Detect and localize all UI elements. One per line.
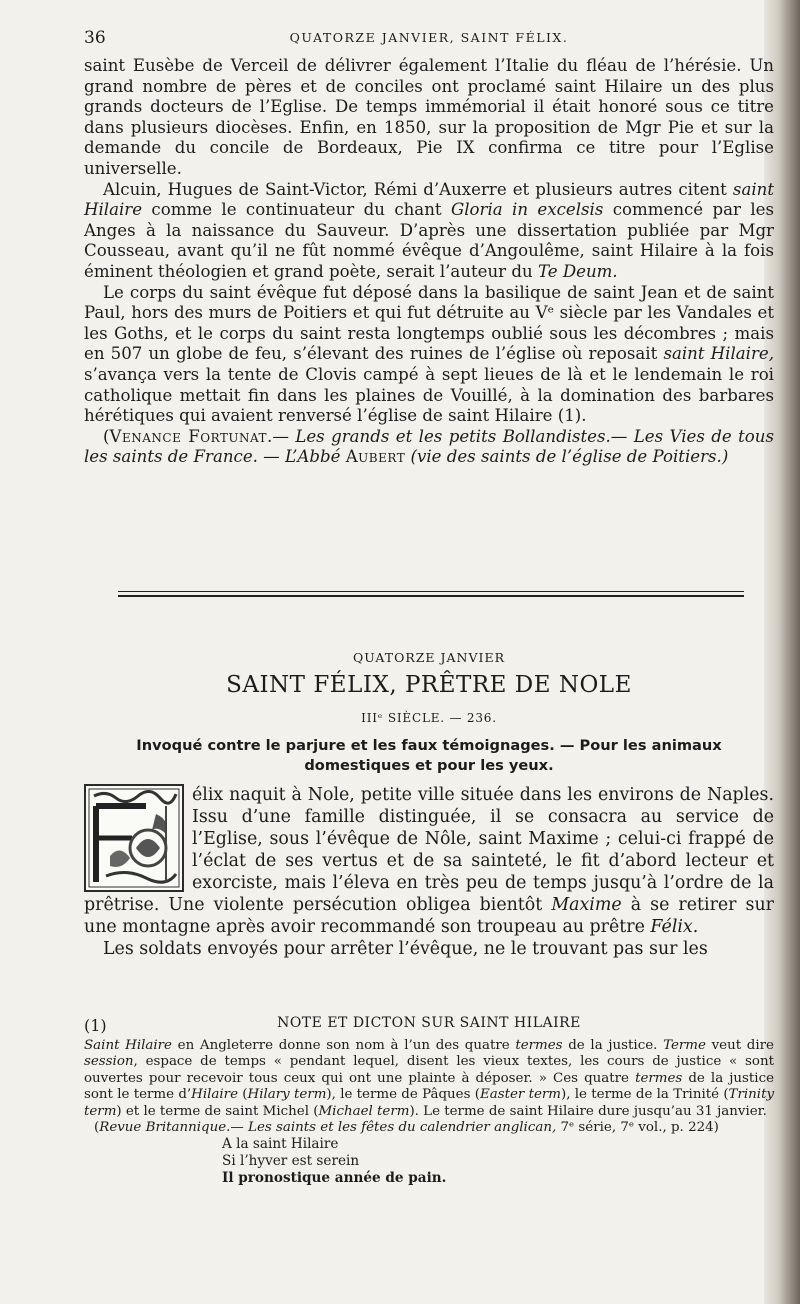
footnote-header [84, 1014, 774, 1034]
page-number: 36 [84, 28, 106, 48]
page-header [84, 28, 774, 50]
section-divider-thick [118, 595, 744, 597]
section-divider-thin [118, 591, 744, 592]
paragraph: Alcuin, Hugues de Saint-Victor, Rémi d’Auxerre et plusieurs autres citent saint Hilaire comme le continuateur du chant Gloria in excelsis commencé par les Anges à la naissance du Sauveur. D’après une dissertation publiée par Mgr Cousseau, avant qu’il ne fût nommé évêque d’Angoulême, saint Hilaire à la fois éminent théologien et grand poète, serait l’auteur du Te Deum. [84, 179, 774, 281]
paragraph: Les soldats envoyés pour arrêter l’évêque, ne le trouvant pas sur les [103, 939, 708, 959]
footnote-text [84, 1038, 774, 1187]
footnote [84, 1014, 774, 1187]
paragraph: saint Eusèbe de Verceil de délivrer également l’Italie du fléau de l’hérésie. Un grand nombre de pères et de conciles ont proclamé saint Hilaire un des plus grands docteurs de l’Eglise. De temps immémorial il était honoré sous ce titre dans plusieurs diocèses. Enfin, en 1850, sur la proposition de Mgr Pie et sur la demande du concile de Bordeaux, Pie IX confirma ce titre pour l’Eglise universelle. [84, 56, 774, 178]
paragraph: Saint Hilaire en Angleterre donne son nom à l’un des quatre termes de la justice. Terme veut dire session, espace de temps « pendant lequel, disent les vieux textes, les cours de justice « sont ouvertes pour recevoir tous ceux qui ont une plainte à déposer. » Ces quatre termes de la justice sont le terme d’Hilaire (Hilary term), le terme de Pâques (Easter term), le terme de la Trinité (Trinity term) et le terme de saint Michel (Michael term). Le terme de saint Hilaire dure jusqu’au 31 janvier. [84, 1038, 775, 1119]
paragraph: élix naquit à Nole, petite ville située dans les environs de Naples. Issu d’une famille distinguée, il se consacra au service de l’Eglise, sous l’évêque de Nôle, saint Maxime ; celui-ci frappé de l’éclat de ses vertus et de sa sainteté, le fit d’abord lecteur et exorciste, mais l’éleva en très peu de temps jusqu’à l’ordre de la prêtrise. Une violente persécution obligea bientôt Maxime à se retirer sur une montagne après avoir recommandé son troupeau au prêtre Félix. [84, 785, 774, 937]
section-date: QUATORZE JANVIER [353, 650, 505, 665]
footnote-citation: (Revue Britannique.— Les saints et les fêtes du calendrier anglican, 7ᵉ série, 7ᵉ vol., p. 224) [94, 1120, 719, 1136]
continued-text [84, 56, 774, 468]
footnote-number: (1) [84, 1016, 107, 1035]
proverb [222, 1136, 774, 1187]
sources-citation: (Venance Fortunat.— Les grands et les petits Bollandistes.— Les Vies de tous les saints de France. — L’Abbé Aubert (vie des saints de l’église de Poitiers.) [84, 426, 774, 467]
invocation-line: Invoqué contre le parjure et les faux témoignages. — Pour les animaux domestiques et pour les yeux. [136, 737, 722, 774]
proverb-line: Si l’hyver est serein [222, 1153, 360, 1170]
proverb-line: Il pronostique année de pain. [222, 1170, 447, 1187]
saint-felix-text [84, 784, 774, 960]
footnote-title: NOTE ET DICTON SUR SAINT HILAIRE [277, 1015, 581, 1031]
section-century: IIIᵉ SIÈCLE. — 236. [361, 711, 497, 725]
proverb-line: A la saint Hilaire [222, 1136, 339, 1153]
section-title: SAINT FÉLIX, PRÊTRE DE NOLE [226, 672, 632, 698]
ornamental-letter-F-icon [84, 784, 184, 892]
paragraph: Le corps du saint évêque fut déposé dans la basilique de saint Jean et de saint Paul, hors des murs de Poitiers et qui fut détruite au Vᵉ siècle par les Vandales et les Goths, et le corps du saint resta longtemps oublié sous les décombres ; mais en 507 un globe de feu, s’élevant des ruines de l’église où reposait saint Hilaire, s’avança vers la tente de Clovis campé à sept lieues de là et le lendemain le roi catholique mettait fin dans les plaines de Vouillé, à la domination des barbares hérétiques qui avaient renversé l’église de saint Hilaire (1). [84, 282, 774, 426]
running-title: QUATORZE JANVIER, SAINT FÉLIX. [289, 30, 569, 45]
